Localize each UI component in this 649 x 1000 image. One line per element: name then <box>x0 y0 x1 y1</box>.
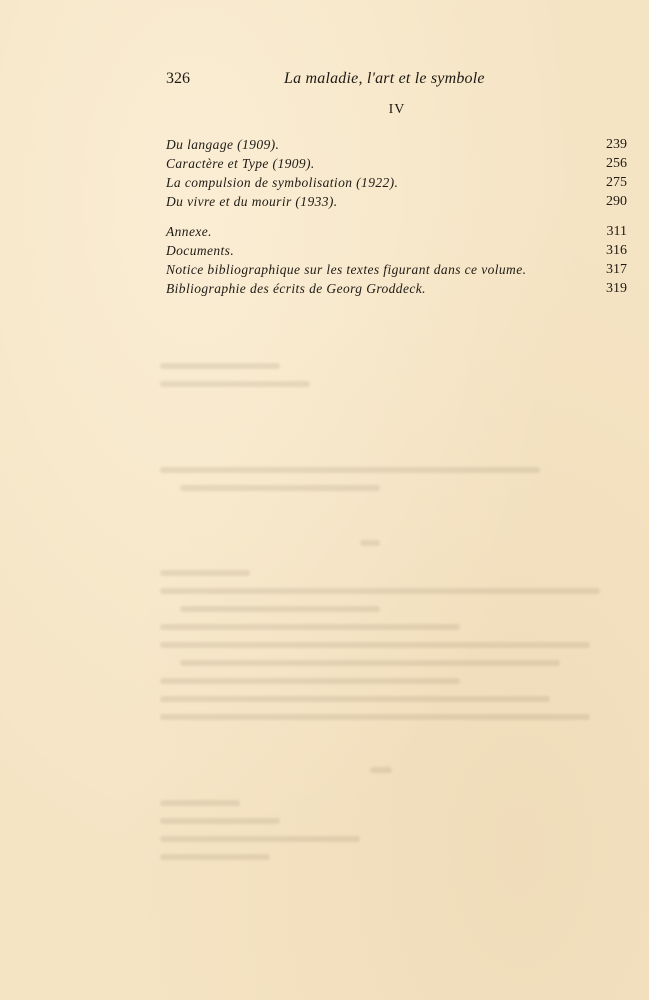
toc-entry <box>166 241 627 260</box>
page-number: 326 <box>166 70 190 87</box>
toc-entry-title: La compulsion de symbolisation (1922). <box>166 175 399 190</box>
page-header <box>166 70 628 94</box>
toc-entry <box>166 222 627 241</box>
toc-group-essays <box>166 135 627 211</box>
toc-entry-title: Du langage (1909). <box>166 137 280 152</box>
running-title: La maladie, l'art et le symbole <box>284 70 485 87</box>
reverse-side-show-through <box>160 355 620 875</box>
toc-group-appendices <box>166 222 627 298</box>
toc-entry-title: Bibliographie des écrits de Georg Groddeck. <box>166 281 426 296</box>
toc-entry-title: Notice bibliographique sur les textes figurant dans ce volume. <box>166 262 527 277</box>
toc-entry-title: Documents. <box>166 243 235 258</box>
toc-entry-title: Du vivre et du mourir (1933). <box>166 194 338 209</box>
toc-entry-title: Caractère et Type (1909). <box>166 156 315 171</box>
toc-entry <box>166 173 627 192</box>
toc-entry-page: 311 <box>606 224 627 239</box>
toc-entry-page: 275 <box>606 175 627 190</box>
toc-entry <box>166 279 627 298</box>
toc-entry-page: 239 <box>606 137 627 152</box>
toc-entry-title: Annexe. <box>166 224 212 239</box>
toc-entry <box>166 192 627 211</box>
toc-entry <box>166 154 627 173</box>
section-heading: IV <box>388 102 406 117</box>
toc-entry-page: 319 <box>606 281 627 296</box>
toc-entry-page: 256 <box>606 156 627 171</box>
toc-entry <box>166 260 627 279</box>
toc-entry <box>166 135 627 154</box>
toc-entry-page: 290 <box>606 194 627 209</box>
toc-entry-page: 316 <box>606 243 627 258</box>
toc-entry-page: 317 <box>606 262 627 277</box>
